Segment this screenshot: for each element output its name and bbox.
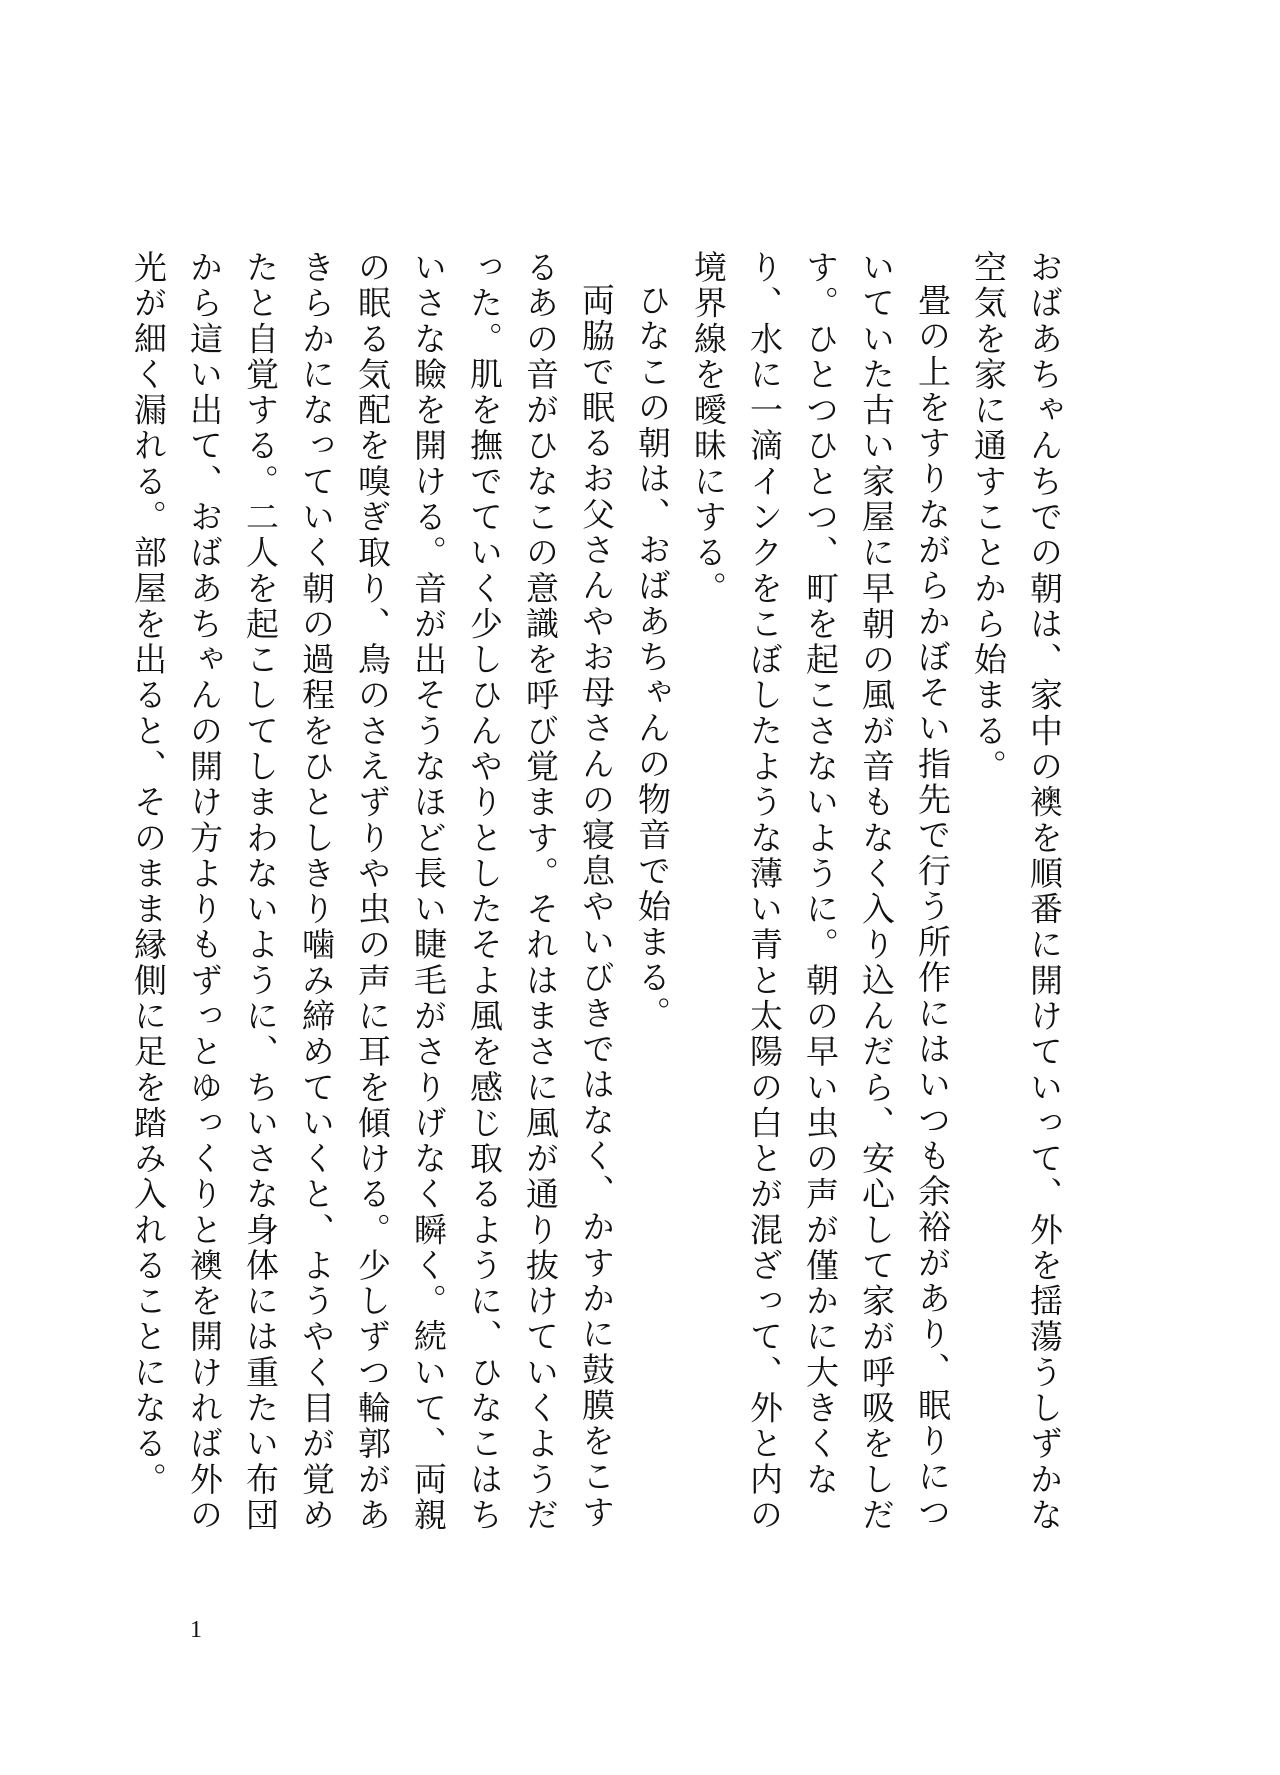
body-text xyxy=(129,250,1072,1540)
paragraph: ひなこの朝は、おばあちゃんの物音で始まる。 xyxy=(633,283,672,1032)
page-number: 1 xyxy=(190,1617,202,1643)
paragraph: おばあちゃんちでの朝は、家中の襖を順番に開けていって、外を揺蕩うしずかな空気を家に通すことから始まる。 xyxy=(969,250,1064,1534)
paragraph: 両脇で眠るお父さんやお母さんの寝息やいびきではなく、かすかに鼓膜をこするあの音がひなこの意識を呼び覚ます。それはまさに風が通り抜けていくようだった。肌を撫でていく少しひんやりとしたそよ風を感じ取るように、ひなこはちいさな瞼を開ける。音が出そうなほど長い睫毛がさりげなく瞬く。続いて、両親の眠る気配を嗅ぎ取り、鳥のさえずりや虫の声に耳を傾ける。少しずつ輪郭があきらかになっていく朝の過程をひとしきり噛み締めていくと、ようやく目が覚めたと自覚する。二人を起こしてしまわないように、ちいさな身体には重たい布団から這い出て、おばあちゃんの開け方よりもずっとゆっくりと襖を開ければ外の光が細く漏れる。部屋を出ると、そのまま縁側に足を踏み入れることになる。 xyxy=(129,250,616,1534)
paragraph: 畳の上をすりながらかぼそい指先で行う所作にはいつも余裕があり、眠りについていた古い家屋に早朝の風が音もなく入り込んだら、安心して家が呼吸をしだす。ひとつひとつ、町を起こさないように。朝の早い虫の声が僅かに大きくなり、水に一滴インクをこぼしたような薄い青と太陽の白とが混ざって、外と内の境界線を曖昧にする。 xyxy=(689,250,952,1534)
